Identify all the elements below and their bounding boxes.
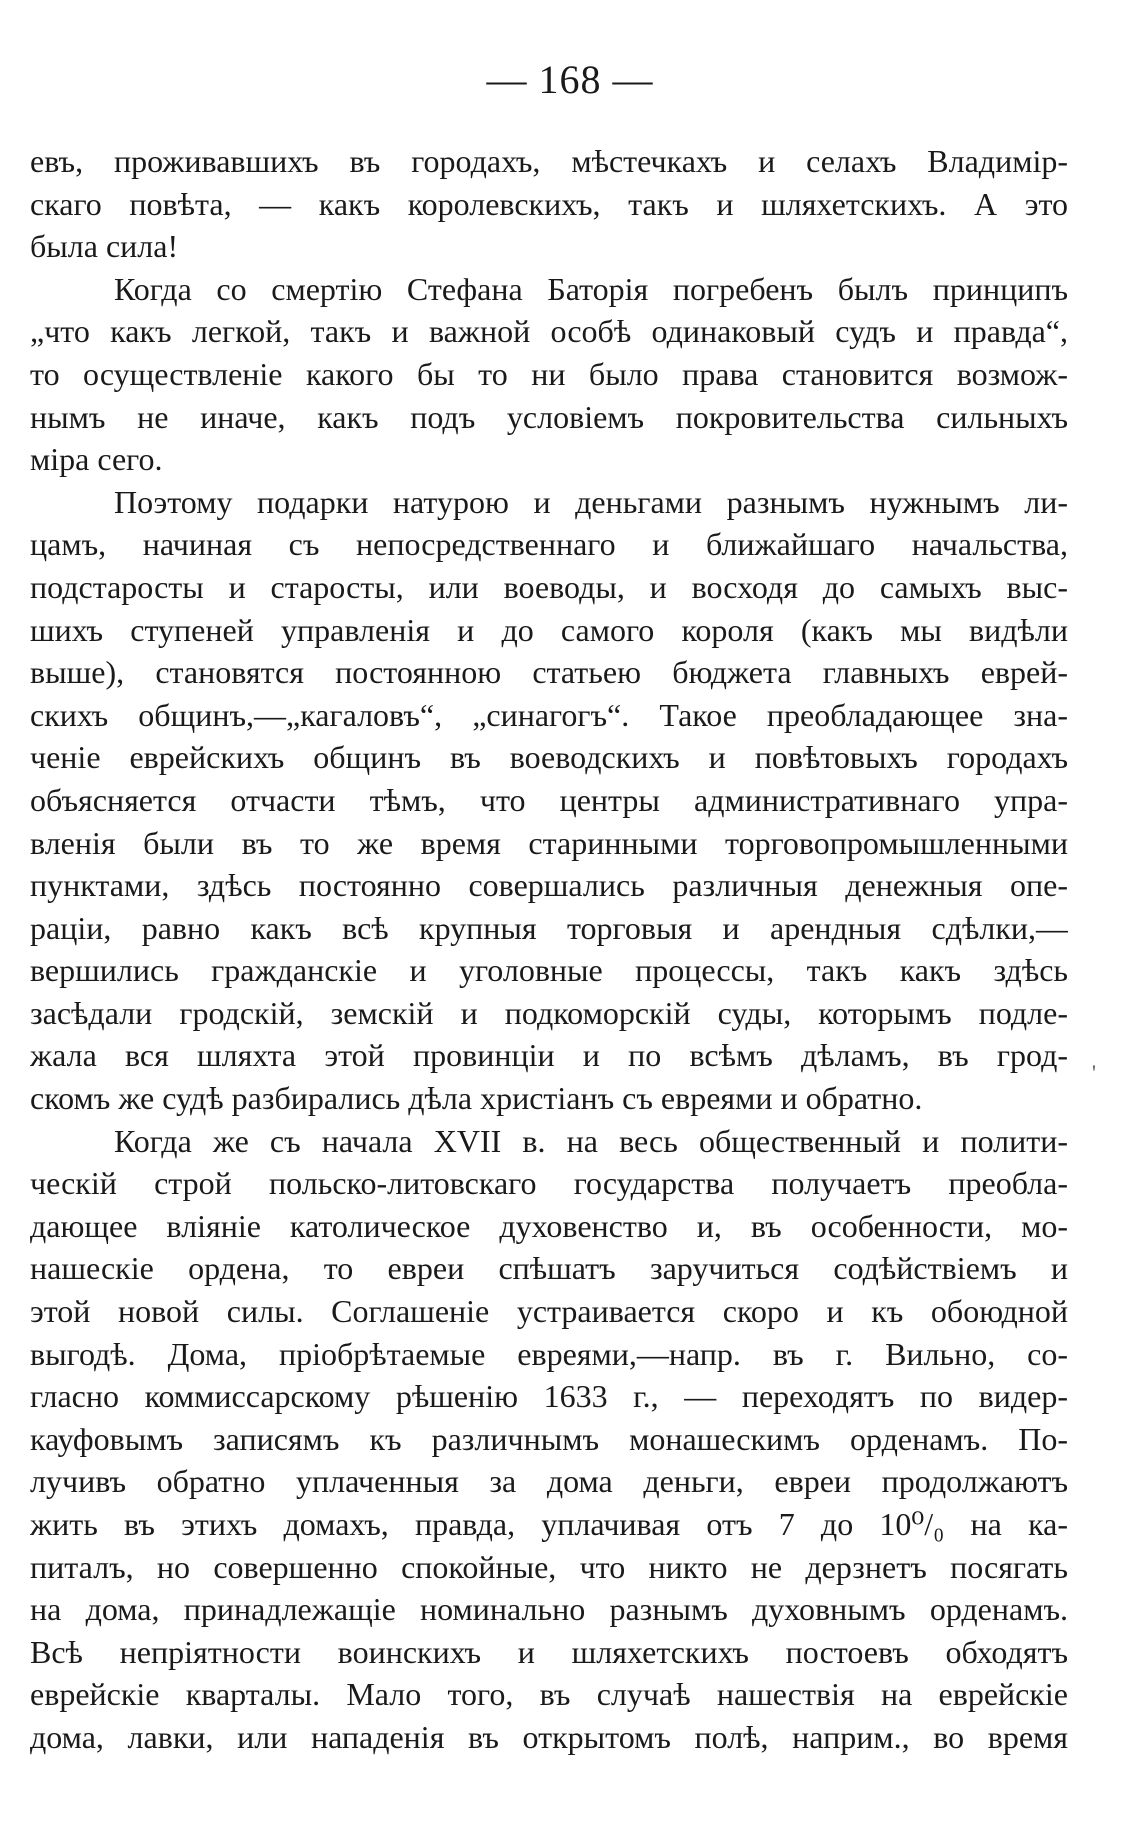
text-line: дома, лавки, или нападенія въ открытомъ полѣ, наприм., во время: [30, 1718, 1068, 1755]
text-line: этой новой силы. Соглашеніе устраивается скоро и къ обоюдной: [30, 1293, 1068, 1330]
text-line: то осуществленіе какого бы то ни было права становится возмож-: [30, 355, 1068, 392]
text-line: евъ, проживавшихъ въ городахъ, мѣстечкахъ и селахъ Владимір-: [30, 143, 1068, 179]
text-line: скаго повѣта, — какъ королевскихъ, такъ и шляхетскихъ. А это: [30, 185, 1068, 222]
text-line: цамъ, начиная съ непосредственнаго и ближайшаго начальства,: [30, 526, 1068, 563]
text-line: шихъ ступеней управленія и до самого короля (какъ мы видѣли: [30, 611, 1068, 648]
text-line: нымъ не иначе, какъ подъ условіемъ покровительства сильныхъ: [30, 398, 1068, 435]
text-line: кауфовымъ записямъ къ различнымъ монашескимъ орденамъ. По-: [30, 1420, 1068, 1457]
text-line: нашескіе ордена, то евреи спѣшатъ заручиться содѣйствіемъ и: [30, 1250, 1068, 1287]
text-line: на дома, принадлежащіе номинально разнымъ духовнымъ орденамъ.: [30, 1591, 1068, 1628]
text-line: питалъ, но совершенно спокойные, что никто не дерзнетъ посягать: [30, 1548, 1068, 1585]
text-line: дающее вліяніе католическое духовенство и, въ особенности, мо-: [30, 1207, 1068, 1244]
text-line: Всѣ непріятности воинскихъ и шляхетскихъ постоевъ обходятъ: [30, 1633, 1068, 1670]
text-line: вленія были въ то же время старинными торговопромышленными: [30, 824, 1068, 861]
text-line: скихъ общинъ,—„кагаловъ“, „синагогъ“. Такое преобладающее зна-: [30, 696, 1068, 733]
text-line: ченіе еврейскихъ общинъ въ воеводскихъ и повѣтовыхъ городахъ: [30, 739, 1068, 776]
text-line: ческій строй польско-литовскаго государства получаетъ преобла-: [30, 1165, 1068, 1202]
text-line: лучивъ обратно уплаченныя за дома деньги, евреи продолжаютъ: [30, 1463, 1068, 1500]
text-line: скомъ же судѣ разбирались дѣла христіанъ съ евреями и обратно.: [30, 1080, 923, 1117]
text-line: Когда со смертію Стефана Баторія погребенъ былъ принципъ: [114, 270, 1068, 307]
body-text: [30, 140, 1068, 1759]
text-line: Поэтому подарки натурою и деньгами разнымъ нужнымъ ли-: [114, 483, 1068, 520]
text-line: выгодѣ. Дома, пріобрѣтаемые евреями,—напр. въ г. Вильно, со-: [30, 1335, 1068, 1372]
text-line: была сила!: [30, 228, 179, 265]
paragraph-2: [30, 268, 1068, 481]
paragraph-4: [30, 1120, 1068, 1759]
text-line: жала вся шляхта этой провинціи и по всѣмъ дѣламъ, въ грод-: [30, 1037, 1068, 1074]
text-line: подстаросты и старосты, или воеводы, и восходя до самыхъ выс-: [30, 568, 1068, 605]
text-line: раціи, равно какъ всѣ крупныя торговыя и арендныя сдѣлки,—: [30, 909, 1068, 946]
text-line: вершились гражданскіе и уголовные процессы, такъ какъ здѣсь: [30, 952, 1068, 989]
text-line: выше), становятся постоянною статьею бюджета главныхъ еврей-: [30, 654, 1068, 691]
paragraph-3: [30, 481, 1068, 1120]
text-line: міра сего.: [30, 441, 163, 478]
text-line: объясняется отчасти тѣмъ, что центры административнаго упра-: [30, 781, 1068, 818]
paragraph-1: [30, 140, 1068, 268]
page-number: — 168 —: [486, 57, 654, 102]
stray-mark: ': [1092, 1060, 1096, 1085]
text-line: Когда же съ начала XVII в. на весь общественный и полити-: [114, 1122, 1068, 1159]
text-line: жить въ этихъ домахъ, правда, уплачивая отъ 7 до 10⁰/₀ на ка-: [30, 1506, 1068, 1542]
text-line: еврейскіе кварталы. Мало того, въ случаѣ нашествія на еврейскіе: [30, 1676, 1068, 1713]
text-line: гласно коммиссарскому рѣшенію 1633 г., — переходятъ по видер-: [30, 1378, 1068, 1415]
text-line: пунктами, здѣсь постоянно совершались различныя денежныя опе-: [30, 867, 1068, 904]
text-line: „что какъ легкой, такъ и важной особѣ одинаковый судъ и правда“,: [30, 313, 1068, 350]
text-line: засѣдали гродскій, земскій и подкоморскій суды, которымъ подле-: [30, 994, 1068, 1031]
